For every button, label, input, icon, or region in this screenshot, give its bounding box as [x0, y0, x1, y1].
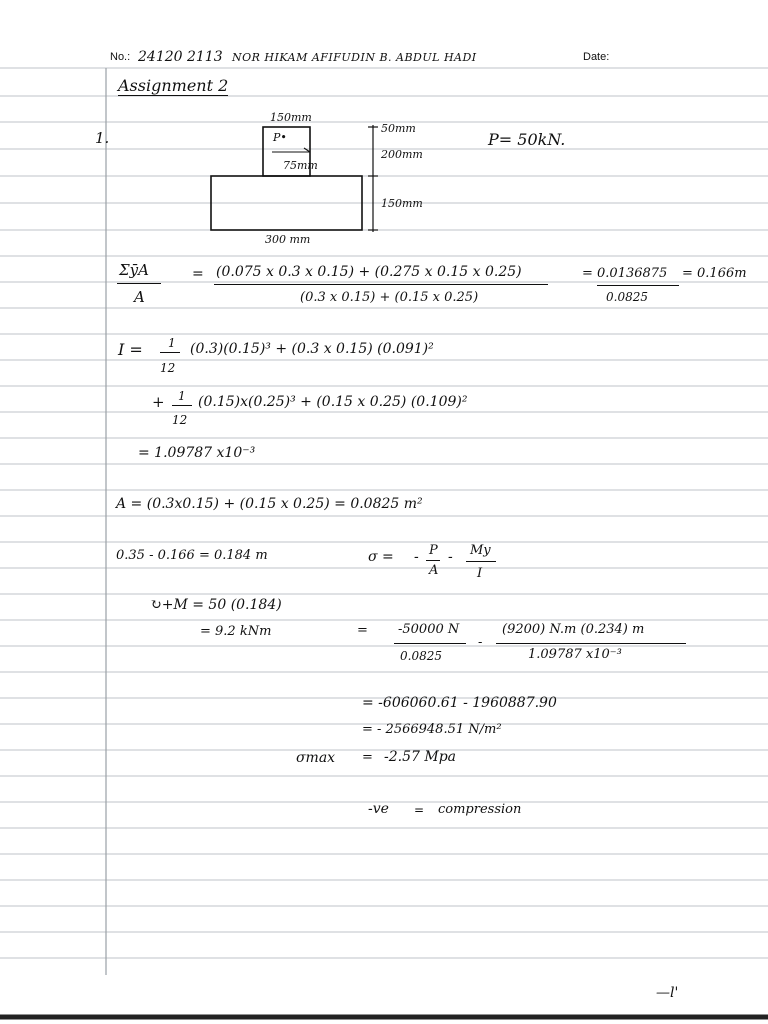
substitution-num2: (9200) N.m (0.234) m: [502, 622, 645, 637]
centroid-result-numerator: = 0.0136875: [582, 266, 668, 281]
inertia-term2: (0.15)x(0.25)³ + (0.15 x 0.25) (0.109)²: [198, 394, 468, 410]
dim-offset: 75mm: [283, 159, 318, 172]
header-date-label: Date:: [583, 51, 610, 63]
sigma-max-label: σmax: [296, 750, 336, 766]
footer-mark: —l': [656, 985, 679, 1001]
centroid-lhs-numerator: ΣȳA: [119, 261, 149, 279]
sigma-a: A: [429, 563, 439, 578]
sign-label: -ve: [368, 801, 389, 817]
sigma-minus: -: [414, 549, 419, 565]
inertia-frac2-bar: [172, 405, 192, 406]
centroid-lhs-denominator: A: [134, 288, 145, 306]
inertia-result: = 1.09787 x10⁻³: [138, 445, 256, 461]
inertia-term1: (0.3)(0.15)³ + (0.3 x 0.15) (0.091)²: [190, 341, 434, 357]
inertia-frac1-numerator: 1: [168, 336, 176, 350]
centroid-lhs-fraction-bar: [117, 283, 161, 284]
inertia-lhs: I =: [118, 340, 143, 359]
sign-value: compression: [438, 802, 522, 817]
sigma-second-minus: -: [448, 549, 453, 565]
dim-50: 50mm: [381, 122, 416, 135]
sigma-pa-bar: [426, 560, 440, 561]
dim-150: 150mm: [381, 197, 423, 210]
substitution-num1: -50000 N: [398, 622, 460, 637]
stress-pascal: = - 2566948.51 N/m²: [362, 722, 502, 737]
sigma-p: P: [429, 543, 438, 558]
substitution-den2: 1.09787 x10⁻³: [528, 647, 622, 662]
centroid-result-fraction-bar: [597, 285, 679, 286]
sigma-max-equals: =: [362, 750, 373, 765]
sigma-myi-bar: [466, 561, 496, 562]
centroid-denominator: (0.3 x 0.15) + (0.15 x 0.25): [300, 290, 479, 305]
centroid-numerator: (0.075 x 0.3 x 0.15) + (0.275 x 0.15 x 0.25): [216, 264, 522, 280]
load-point-label: P•: [273, 131, 287, 144]
substitution-bar1: [394, 643, 466, 644]
moment-line1: ↻+M = 50 (0.184): [150, 597, 282, 613]
inertia-frac2-numerator: 1: [178, 389, 186, 403]
sigma-max-value: -2.57 Mpa: [384, 749, 456, 765]
neutral-axis-distance: 0.35 - 0.166 = 0.184 m: [116, 548, 268, 563]
dim-bottom-width: 300 mm: [265, 233, 311, 246]
centroid-result: = 0.166m: [682, 266, 747, 281]
inertia-frac1-denominator: 12: [160, 361, 176, 375]
dim-200: 200mm: [381, 148, 423, 161]
sigma-lhs: σ =: [368, 549, 394, 565]
substitution-equals: =: [357, 623, 368, 638]
header-no-value: 24120 2113: [138, 49, 223, 65]
inertia-frac1-bar: [160, 352, 180, 353]
stress-combined: = -606060.61 - 1960887.90: [362, 695, 557, 711]
sigma-i: I: [477, 566, 483, 581]
question-number: 1.: [95, 129, 110, 147]
sigma-my: My: [470, 543, 491, 558]
centroid-fraction-bar: [214, 284, 548, 285]
applied-load: P= 50kN.: [488, 130, 566, 149]
page-title: Assignment 2: [118, 76, 229, 95]
header-no-label: No.:: [110, 51, 131, 63]
moment-line2: = 9.2 kNm: [200, 624, 272, 639]
inertia-plus: +: [152, 393, 165, 411]
header-student-name: NOR HIKAM AFIFUDIN B. ABDUL HADI: [232, 51, 477, 64]
substitution-bar2: [496, 643, 686, 644]
substitution-den1: 0.0825: [400, 649, 442, 663]
area-equation: A = (0.3x0.15) + (0.15 x 0.25) = 0.0825 m²: [116, 496, 423, 512]
sign-equals: =: [414, 803, 425, 817]
flange-rectangle: [211, 176, 362, 230]
inertia-frac2-denominator: 12: [172, 413, 188, 427]
centroid-result-denominator: 0.0825: [606, 290, 648, 304]
dim-top-width: 150mm: [270, 111, 312, 124]
substitution-minus: -: [478, 635, 483, 650]
centroid-equals: =: [192, 266, 204, 282]
